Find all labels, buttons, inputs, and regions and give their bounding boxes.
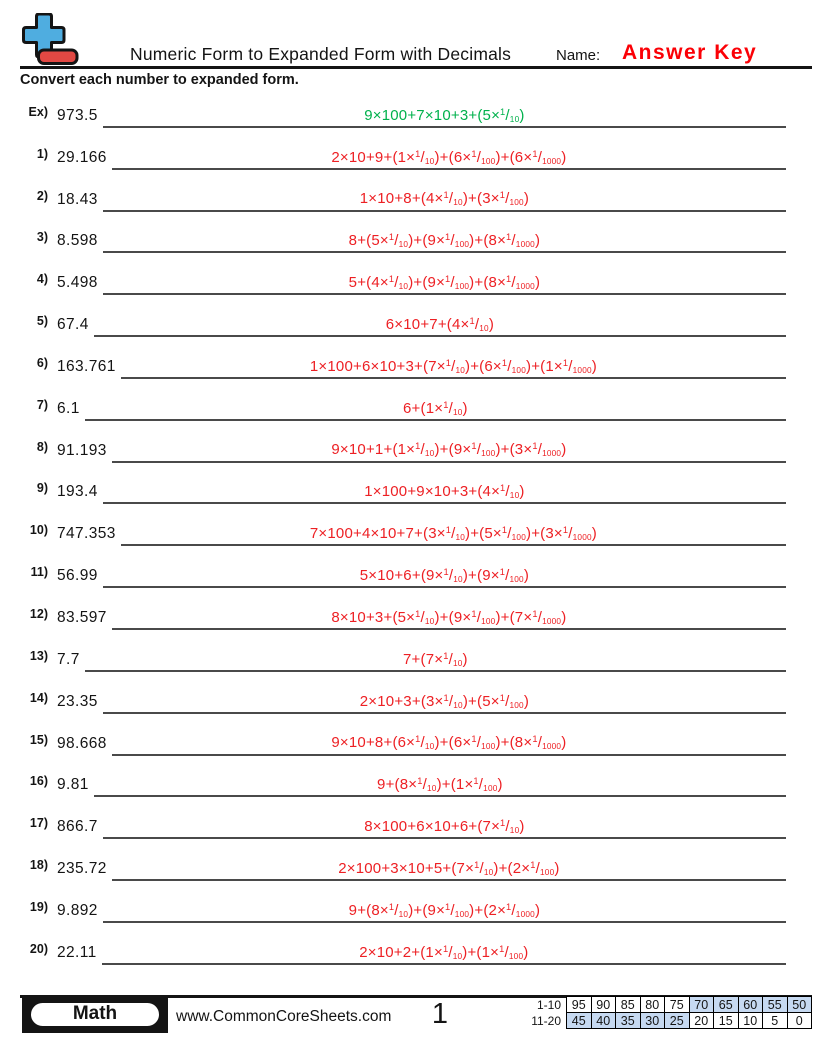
problem-row bbox=[14, 421, 786, 463]
problem-number: 9.892 bbox=[57, 901, 98, 919]
problem-label: 16) bbox=[29, 774, 48, 789]
problem-number: 98.668 bbox=[57, 734, 107, 752]
problem-row bbox=[14, 253, 786, 295]
problem-answer: $6\times 10+7+(4\times^1/_{10})$ bbox=[385, 315, 495, 334]
score-cell: 85 bbox=[616, 997, 641, 1013]
problem-row bbox=[14, 504, 786, 546]
answer-blank-line bbox=[103, 693, 786, 714]
score-cell: 40 bbox=[591, 1013, 616, 1029]
problem-label: 12) bbox=[29, 606, 48, 621]
answer-blank-line bbox=[102, 944, 786, 965]
problem-number: 83.597 bbox=[57, 608, 107, 626]
score-cell: 25 bbox=[665, 1013, 690, 1029]
problem-number: 8.598 bbox=[57, 232, 98, 250]
score-cell: 60 bbox=[738, 997, 763, 1013]
score-cell: 0 bbox=[787, 1013, 812, 1029]
page-number: 1 bbox=[431, 998, 449, 1030]
problem-row bbox=[14, 756, 786, 798]
problem-answer: $1\times 100+9\times 10+3+(4\times^1/_{10})$ bbox=[364, 483, 525, 501]
score-range-label: 1-10 bbox=[536, 997, 561, 1012]
problem-row bbox=[14, 588, 786, 630]
problem-label: 1) bbox=[36, 146, 48, 161]
answer-blank-line bbox=[121, 525, 786, 546]
problem-row bbox=[14, 881, 786, 923]
answer-blank-line bbox=[103, 274, 786, 295]
problem-answer: $9\times 10+8+(6\times^1/_{10})+(6\times^1/_{100})+(8\times^1/_{1000})$ bbox=[331, 734, 567, 752]
problem-number: 973.5 bbox=[57, 106, 98, 124]
commoncoresheets-logo bbox=[22, 13, 80, 72]
problem-number: 23.35 bbox=[57, 692, 98, 710]
score-cell: 5 bbox=[763, 1013, 788, 1029]
problem-row bbox=[14, 839, 786, 881]
problem-label: 20) bbox=[29, 941, 48, 956]
problem-row bbox=[14, 86, 786, 128]
score-cell: 30 bbox=[640, 1013, 665, 1029]
score-cell: 55 bbox=[763, 997, 788, 1013]
problem-label: 17) bbox=[29, 816, 48, 831]
problem-number: 235.72 bbox=[57, 860, 107, 878]
answer-blank-line bbox=[103, 232, 786, 253]
answer-blank-line bbox=[103, 107, 786, 128]
answer-blank-line bbox=[94, 316, 786, 337]
problems-list bbox=[14, 86, 786, 965]
problem-row bbox=[14, 379, 786, 421]
score-table bbox=[527, 996, 813, 1029]
problem-number: 6.1 bbox=[57, 399, 80, 417]
problem-label: 3) bbox=[36, 230, 48, 245]
problem-number: 747.353 bbox=[57, 525, 116, 543]
problem-label: 7) bbox=[36, 397, 48, 412]
problem-row bbox=[14, 672, 786, 714]
problem-answer: $5\times 10+6+(9\times^1/_{10})+(9\times^1/_{100})$ bbox=[359, 567, 530, 585]
worksheet-title: Numeric Form to Expanded Form with Decimals bbox=[130, 44, 512, 64]
answer-blank-line bbox=[103, 818, 786, 839]
problem-number: 193.4 bbox=[57, 483, 98, 501]
answer-blank-line bbox=[85, 400, 786, 421]
problem-number: 163.761 bbox=[57, 357, 116, 375]
problem-number: 5.498 bbox=[57, 274, 98, 292]
problem-number: 18.43 bbox=[57, 190, 98, 208]
problem-answer: $1\times 10+8+(4\times^1/_{10})+(3\times^1/_{100})$ bbox=[359, 190, 530, 208]
score-cell: 15 bbox=[714, 1013, 739, 1029]
subject-label: Math bbox=[29, 1001, 161, 1028]
problem-label: 10) bbox=[29, 523, 48, 538]
problem-answer: $2\times 100+3\times 10+5+(7\times^1/_{10})+(2\times^1/_{100})$ bbox=[338, 859, 560, 878]
score-cell: 75 bbox=[665, 997, 690, 1013]
problem-row bbox=[14, 546, 786, 588]
problem-label: 11) bbox=[30, 565, 48, 580]
website-text: www.CommonCoreSheets.com bbox=[176, 1008, 392, 1025]
problem-answer: $5+(4\times^1/_{10})+(9\times^1/_{100})+(8\times^1/_{1000})$ bbox=[348, 274, 541, 292]
score-table-row bbox=[527, 1013, 812, 1029]
answer-blank-line bbox=[112, 149, 786, 170]
problem-answer: $8+(5\times^1/_{10})+(9\times^1/_{100})+(8\times^1/_{1000})$ bbox=[348, 232, 541, 250]
answer-blank-line bbox=[94, 776, 786, 797]
answer-blank-line bbox=[103, 567, 786, 588]
problem-number: 866.7 bbox=[57, 818, 98, 836]
subject-badge bbox=[22, 995, 168, 1033]
problem-number: 7.7 bbox=[57, 650, 80, 668]
problem-answer: $1\times 100+6\times 10+3+(7\times^1/_{10})+(6\times^1/_{100})+(1\times^1/_{1000})$ bbox=[309, 357, 597, 375]
problem-row bbox=[14, 797, 786, 839]
problem-number: 9.81 bbox=[57, 776, 89, 794]
score-cell: 65 bbox=[714, 997, 739, 1013]
instruction-text: Convert each number to expanded form. bbox=[20, 72, 299, 88]
score-cell: 50 bbox=[787, 997, 812, 1013]
problem-answer: $7\times 100+4\times 10+7+(3\times^1/_{10})+(5\times^1/_{100})+(3\times^1/_{1000})$ bbox=[309, 525, 597, 543]
problem-row bbox=[14, 714, 786, 756]
answer-blank-line bbox=[112, 441, 786, 462]
problem-label: 2) bbox=[36, 188, 48, 203]
answer-blank-line bbox=[112, 609, 786, 630]
problem-answer: $6+(1\times^1/_{10})$ bbox=[403, 399, 468, 417]
score-cell: 20 bbox=[689, 1013, 714, 1029]
problem-label: 5) bbox=[36, 314, 48, 329]
problem-label: 15) bbox=[29, 732, 48, 747]
answer-blank-line bbox=[121, 358, 786, 379]
score-table-body bbox=[527, 997, 812, 1029]
answer-blank-line bbox=[103, 902, 786, 923]
name-label: Name: bbox=[556, 47, 601, 64]
problem-row bbox=[14, 923, 786, 965]
problem-answer: $9+(8\times^1/_{10})+(9\times^1/_{100})+(2\times^1/_{1000})$ bbox=[348, 901, 541, 919]
problem-label: 19) bbox=[29, 899, 48, 914]
header-divider bbox=[20, 66, 812, 69]
answer-blank-line bbox=[103, 483, 786, 504]
score-cell: 90 bbox=[591, 997, 616, 1013]
problem-row bbox=[14, 630, 786, 672]
answer-blank-line bbox=[112, 860, 786, 881]
score-cell: 45 bbox=[567, 1013, 592, 1029]
score-cell: 10 bbox=[738, 1013, 763, 1029]
problem-label: 8) bbox=[36, 439, 48, 454]
problem-answer: $2\times 10+2+(1\times^1/_{10})+(1\times^1/_{100})$ bbox=[359, 943, 529, 961]
problem-row bbox=[14, 170, 786, 212]
problem-row bbox=[14, 463, 786, 505]
problem-answer: $2\times 10+9+(1\times^1/_{10})+(6\times^1/_{100})+(6\times^1/_{1000})$ bbox=[331, 148, 567, 166]
problem-number: 29.166 bbox=[57, 148, 107, 166]
problem-row bbox=[14, 128, 786, 170]
problem-answer: $2\times 10+3+(3\times^1/_{10})+(5\times^1/_{100})$ bbox=[359, 692, 530, 710]
problem-label: 18) bbox=[29, 858, 48, 873]
problem-label: 9) bbox=[36, 481, 48, 496]
problem-label: 6) bbox=[36, 355, 48, 370]
problem-answer: $9\times 10+1+(1\times^1/_{10})+(9\times^1/_{100})+(3\times^1/_{1000})$ bbox=[331, 441, 567, 459]
problem-label: 4) bbox=[36, 272, 48, 287]
problem-number: 56.99 bbox=[57, 567, 98, 585]
problem-label: 13) bbox=[29, 648, 48, 663]
score-cell: 35 bbox=[616, 1013, 641, 1029]
problem-number: 67.4 bbox=[57, 316, 89, 334]
problem-row bbox=[14, 212, 786, 254]
problem-label: Ex) bbox=[28, 104, 48, 119]
score-table-row bbox=[527, 997, 812, 1013]
plus-minus-logo-icon bbox=[22, 13, 80, 67]
problem-answer: $9\times 100+7\times 10+3+(5\times^1/_{10})$ bbox=[364, 106, 525, 124]
problem-answer: $8\times 100+6\times 10+6+(7\times^1/_{10})$ bbox=[364, 818, 525, 836]
answer-key-text: Answer Key bbox=[622, 41, 758, 64]
problem-answer: $8\times 10+3+(5\times^1/_{10})+(9\times^1/_{100})+(7\times^1/_{1000})$ bbox=[331, 608, 567, 626]
problem-number: 22.11 bbox=[57, 943, 97, 961]
score-cell: 95 bbox=[567, 997, 592, 1013]
problem-answer: $7+(7\times^1/_{10})$ bbox=[403, 650, 468, 668]
problem-row bbox=[14, 295, 786, 337]
problem-row bbox=[14, 337, 786, 379]
problem-number: 91.193 bbox=[57, 441, 107, 459]
problem-label: 14) bbox=[29, 690, 48, 705]
answer-blank-line bbox=[112, 734, 786, 755]
score-range-label: 11-20 bbox=[531, 1013, 561, 1028]
score-cell: 70 bbox=[689, 997, 714, 1013]
answer-blank-line bbox=[103, 190, 786, 211]
answer-blank-line bbox=[85, 651, 786, 672]
score-cell: 80 bbox=[640, 997, 665, 1013]
problem-answer: $9+(8\times^1/_{10})+(1\times^1/_{100})$ bbox=[377, 776, 503, 794]
